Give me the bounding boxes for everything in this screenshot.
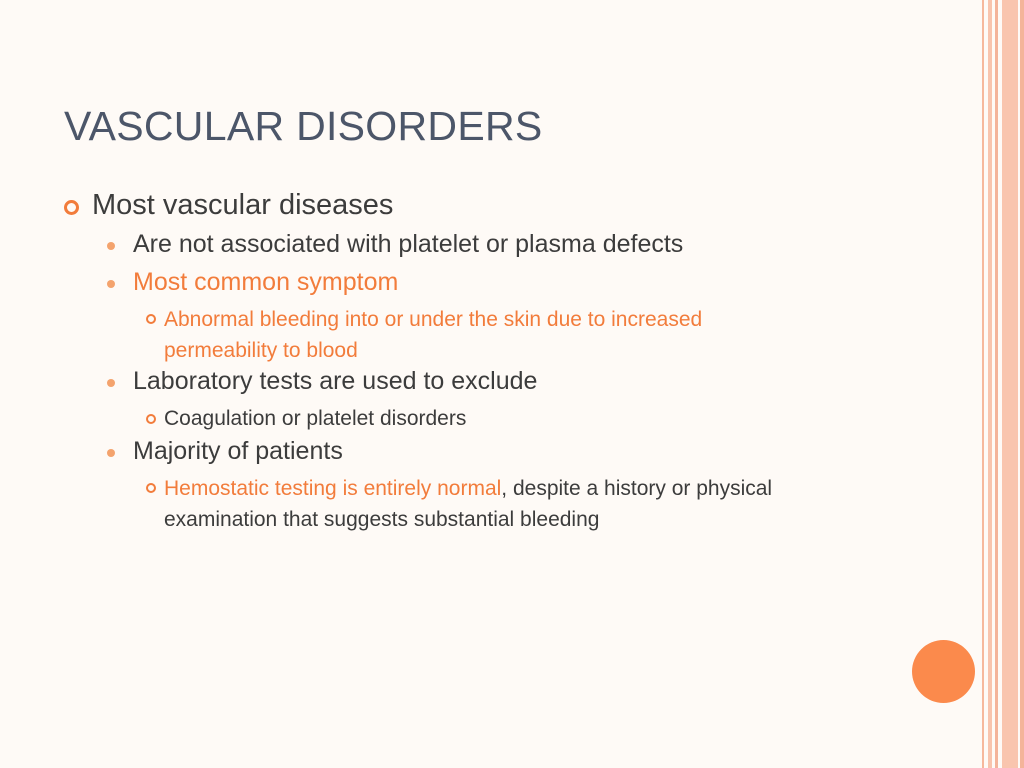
bullet-text: Are not associated with platelet or plasma defects [133, 230, 684, 258]
edge-stripe [982, 0, 984, 768]
bullet-line: Abnormal bleeding into or under the skin due to increased [164, 308, 703, 331]
dot-bullet-icon [107, 242, 115, 250]
ring-bullet-icon [64, 200, 79, 215]
dot-bullet-icon [107, 379, 115, 387]
ring-bullet-icon [146, 314, 156, 324]
highlight-text: Hemostatic testing is entirely normal [164, 477, 502, 500]
bullet-text: Coagulation or platelet disorders [164, 407, 467, 430]
slide-title: VASCULAR DISORDERS [64, 103, 543, 149]
bullet-text-rest: , despite a history or physical [501, 477, 773, 500]
bullet-text: Most common symptom [133, 268, 399, 296]
edge-stripe [1002, 0, 1018, 768]
bullet-line: permeability to blood [164, 339, 358, 362]
dot-bullet-icon [107, 449, 115, 457]
bullet-text: Most vascular diseases [92, 189, 394, 221]
ring-bullet-icon [146, 414, 156, 424]
edge-stripe [995, 0, 998, 768]
decorative-circle [912, 640, 975, 703]
bullet-text: Laboratory tests are used to exclude [133, 367, 538, 395]
edge-stripe [988, 0, 992, 768]
edge-stripe [1020, 0, 1024, 768]
ring-bullet-icon [146, 483, 156, 493]
bullet-text [164, 304, 702, 366]
bullet-text [164, 473, 772, 535]
dot-bullet-icon [107, 280, 115, 288]
bullet-text: Majority of patients [133, 437, 343, 465]
bullet-line [164, 473, 772, 504]
bullet-line: examination that suggests substantial bleeding [164, 508, 600, 531]
